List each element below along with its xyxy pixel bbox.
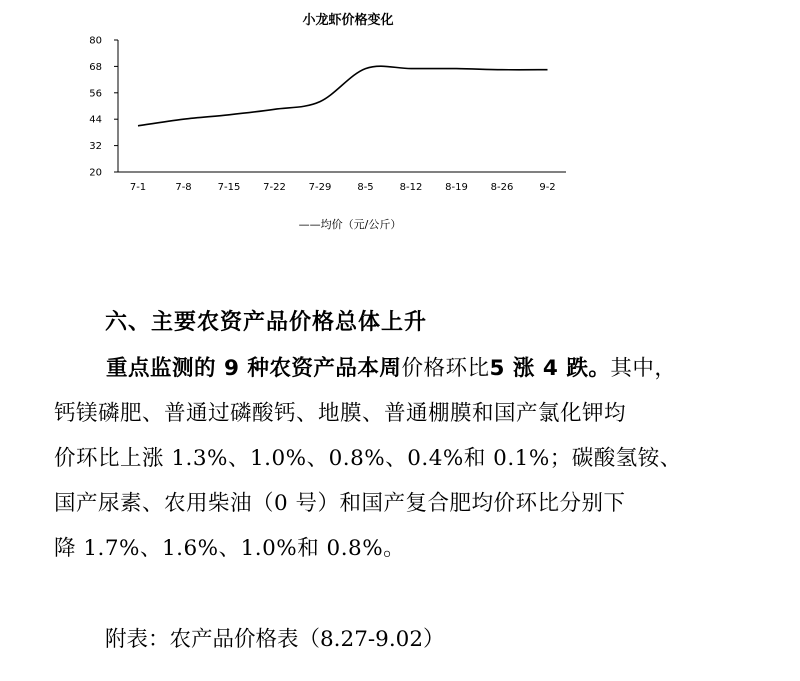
y-axis-ticks	[89, 36, 118, 179]
x-tick-label: 8-5	[357, 182, 374, 193]
y-tick-label: 32	[89, 141, 102, 153]
attachment-line: 附表：农产品价格表（8.27-9.02）	[105, 627, 445, 652]
x-tick-label: 8-19	[445, 182, 468, 193]
x-tick-label: 7-15	[217, 182, 241, 193]
x-tick-label: 7-1	[129, 182, 147, 193]
body-paragraph	[54, 346, 754, 571]
x-tick-label: 7-8	[175, 182, 192, 193]
series-line-average-price	[138, 66, 548, 126]
x-tick-label: 8-12	[399, 182, 423, 193]
x-tick-label: 7-22	[263, 182, 286, 193]
chart-title: 小龙虾价格变化	[302, 13, 394, 28]
summary-bold-count: 5 涨 4 跌。	[489, 356, 611, 381]
summary-normal-text: 价格环比	[401, 356, 490, 381]
y-tick-label: 56	[89, 88, 102, 100]
summary-bold-lead: 重点监测的 9 种农资产品本周	[106, 356, 402, 381]
x-axis-ticks	[130, 182, 556, 193]
paragraph-line-1	[54, 346, 754, 391]
paragraph-line-5: 降 1.7%、1.6%、1.0%和 0.8%。	[54, 536, 406, 561]
section-heading: 六、主要农资产品价格总体上升	[105, 310, 428, 335]
line-chart	[0, 0, 800, 250]
x-tick-label: 9-2	[539, 182, 556, 193]
x-tick-label: 7-29	[308, 182, 332, 193]
y-tick-label: 68	[89, 61, 102, 73]
paragraph-line-4: 国产尿素、农用柴油（0 号）和国产复合肥均价环比分别下	[54, 491, 626, 516]
y-tick-label: 20	[89, 167, 102, 179]
paragraph-line-3: 价环比上涨 1.3%、1.0%、0.8%、0.4%和 0.1%；碳酸氢铵、	[54, 446, 682, 471]
summary-tail-text: 其中，	[610, 356, 677, 381]
y-tick-label: 80	[89, 35, 102, 47]
chart-legend: ——均价（元/公斤）	[298, 218, 402, 231]
paragraph-line-2: 钙镁磷肥、普通过磷酸钙、地膜、普通棚膜和国产氯化钾均	[54, 401, 627, 426]
x-tick-label: 8-26	[490, 182, 514, 193]
y-tick-label: 44	[89, 114, 102, 126]
